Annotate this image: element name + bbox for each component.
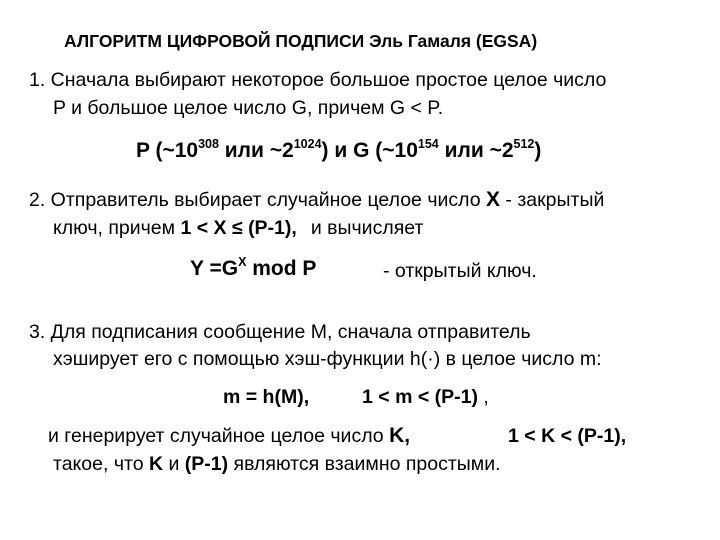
random-k: K,: [389, 424, 411, 447]
step3-line1: 3. Для подписания сообщение M, сначала отправитель: [29, 321, 531, 343]
y-eq-g: Y =G: [190, 257, 239, 280]
mod-p: mod P: [246, 257, 317, 280]
m-range-value: 1 < m < (P-1): [362, 386, 478, 408]
exp-10-154: 154: [417, 137, 439, 151]
m-range: [362, 385, 489, 409]
step2-line2-start: ключ, причем: [53, 217, 181, 239]
and-word: и: [163, 453, 185, 475]
formula-close: ): [534, 139, 542, 162]
formula-public-key: [190, 257, 316, 281]
step1-line2: P и большое целое число G, причем G < P.: [53, 97, 444, 119]
step3b-text-start: и генерирует случайное целое число: [48, 425, 390, 447]
hash-formula: m = h(M),: [223, 386, 310, 408]
step2-line2-end: и вычисляет: [310, 217, 424, 239]
p-minus-1: (P-1): [184, 453, 229, 475]
step2-line2: [53, 216, 423, 240]
step3b-line1: [48, 424, 410, 448]
formula-mid1: или ~2: [218, 139, 294, 162]
x-condition: 1 < X ≤ (P-1),: [180, 217, 297, 239]
private-key-x: X: [485, 188, 500, 211]
formula-key-sizes: [136, 139, 541, 163]
step2-line1: [29, 188, 604, 212]
formula-p-open: P (~10: [136, 139, 199, 162]
public-key-note: - открытый ключ.: [383, 260, 537, 282]
formula-mid3: или ~2: [438, 139, 514, 162]
exp-2-512: 512: [513, 137, 535, 151]
exp-10-308: 308: [198, 137, 219, 151]
page-title: АЛГОРИТМ ЦИФРОВОЙ ПОДПИСИ Эль Гамаля (EGSA): [64, 31, 538, 51]
k-var-2: K: [148, 453, 164, 475]
step1-line1: 1. Сначала выбирают некоторое большое простое целое число: [29, 69, 607, 91]
step3b-line2: [53, 452, 501, 476]
step3b-line2-start: такое, что: [53, 453, 149, 475]
k-range: 1 < K < (P-1),: [508, 425, 627, 447]
formula-mid2: ) и G (~10: [321, 139, 418, 162]
step2-text-end: - закрытый: [500, 189, 605, 211]
m-range-comma: ,: [477, 386, 489, 408]
step3b-line2-end: являются взаимно простыми.: [228, 453, 501, 475]
exp-x: X: [238, 255, 247, 269]
step3-line2: хэширует его с помощью хэш-функции h(·) в целое число m:: [53, 348, 602, 370]
exp-2-1024: 1024: [293, 137, 322, 151]
step2-text-start: 2. Отправитель выбирает случайное целое число: [29, 189, 486, 211]
